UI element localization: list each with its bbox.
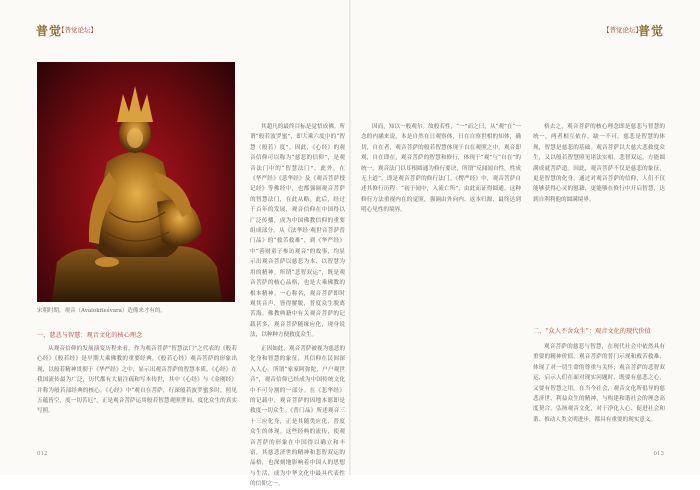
paragraph: 观音菩萨的慈悲与智慧，在现代社会中依然具有重要的精神价值。观音菩萨的普门示现和救苦救难，体现了对一切生命的尊重与关怀；观音菩萨的悲智双运，启示人们在面对现实问题时，既要有慈悲之心，又要有智慧之用。在当今社会，观音文化所倡导的慈悲济世、利益众生的精神，与构建和谐社会的理念高度契合。弘扬观音文化，对于净化人心、促进社会和谐、推动人类文明进步，都具有重要的现实意义。 [533, 344, 665, 423]
buddha-statue-photo [37, 62, 235, 302]
paragraph: 正因如此，观音菩萨被视为慈悲的化身和智慧的象征，其信仰在民间深入人心。所谓“家家阿弥陀，户户观世音”，观音信仰已经成为中国传统文化中不可分割的一部分。在《悲华经》的记载中，观音菩萨的因地本愿即是救度一切众生。《普门品》所述观音三十三应化身，正是其随类应化、普度众生的体现。这些经典的流传，使观音菩萨的形象在中国得以确立和丰富，其慈悲济世的精神和悲智双运的品格，也深刻地影响着中国人的思想与生活，成为中华文化中最具代表性的信仰之一。 [250, 346, 345, 488]
section-tag: 【普觉论坛】 [603, 26, 642, 34]
body-text-column [533, 342, 665, 454]
brand-logo: 普觉 [637, 24, 664, 38]
paragraph: 其超凡的最终目标是觉悟成佛。所谓“般若波罗蜜”，即大乘六度中的“智慧（般若）度”。因此，《心经》的观音信仰可以称为“慈悲的信仰”，是观音法门中的“智慧法门”，此外，在《华严经》《悲华经》及《观音菩萨授记经》等佛经中，也都强调观音菩萨的智慧法门，在此从略。此后，经过千百年的发展，观音信仰在中国得以广泛传播，成为中国佛教信仰的重要组成部分。从《法华经·观世音菩萨普门品》的“救苦救难”，到《华严经》中“善财童子参访观音”的故事，均显示出观音菩萨以慈悲为本、以智慧为用的精神。所谓“悲智双运”，既是观音菩萨的核心品格，也是大乘佛教的根本精神。一心称名，观音菩萨即时观其音声，皆得解脱，普度众生脱离苦海。佛教典籍中有关观音菩萨的记载甚多，观音菩萨随缘应化，现身说法，以种种方便救度众生。 [250, 124, 345, 339]
photo-caption: 宋朝时期，观音（Avalokiteśvara）造像来才有的。 [37, 308, 166, 314]
section-tag: 【普觉论坛】 [58, 26, 97, 34]
body-text-column [37, 344, 237, 454]
paragraph: 从观音信仰的发展演变历程来看，作为观音菩萨“智慧法门”之代表的《般若心经》《般若经》是早期大乘佛教的重要经典。《般若心经》观音菩萨的形象出现，以般若精神贯彻于《华严经》之中，显示出观音菩萨的智慧本质。《心经》在我国流传最为广泛，历代都有大量注疏和写本传世，其中《心经》与《金刚经》并称为般若部经典的核心。《心经》中“观自在菩萨，行深般若波罗蜜多时，照见五蕴皆空，度一切苦厄”，正是观音菩萨运用般若智慧观照世间、度化众生的真实写照。 [37, 346, 237, 415]
section-heading: 一、慈悲与智慧：观音文化的核心理念 [37, 332, 143, 339]
section-heading: 二、“众人不舍众生”：观音文化的现代价值 [533, 328, 651, 335]
guanyin-statue-illustration [37, 62, 235, 302]
page-number: 013 [653, 451, 664, 457]
right-page [351, 0, 700, 475]
body-text-column [250, 344, 345, 488]
left-page [0, 0, 349, 488]
body-text-column [361, 122, 521, 310]
page-number: 012 [37, 451, 48, 457]
paragraph: 格去之，观音菩萨的核心理念即是慈悲与智慧的统一，两者相互依存，缺一不可。慈悲是智慧的体现，智慧是慈悲的基础。观音菩萨以大慈大悲救度众生，又以般若智慧照见诸法实相，悲智双运，方能圆满成就菩萨道。因此，观音菩萨不仅是慈悲的象征，更是智慧的化身。通过对观音菩萨的信仰，人们不仅能够获得心灵的慰藉，更能够在修行中开启智慧，达到自利利他的圆满境界。 [533, 124, 665, 203]
brand-logo: 普觉 [36, 24, 63, 38]
body-text-column [533, 122, 665, 312]
paragraph: 因而，知以一般观尔。故般若性，“一”而之曰，从“观”在“一念的内涵来说，本是自然在日观察体，日在自察世相的知体，确切，自在者，观音菩萨的般若智慧体现于自在观照之中，观音即观，自在即在，观音菩萨的智慧和修行，体现于“观”与“自在”的统一。观音法门以耳根圆通为修行要诀，所谓“反闻闻自性，性成无上道”，即是观音菩萨的修行法门。《楞严经》中，观音菩萨自述其修行历程：“初于闻中，入流亡所”，由此而证得圆通。这种修行方法重视内在的觉照，强调由外向内、返本归源，最终达到明心见性的境界。 [361, 124, 521, 214]
body-text-column [250, 122, 345, 342]
